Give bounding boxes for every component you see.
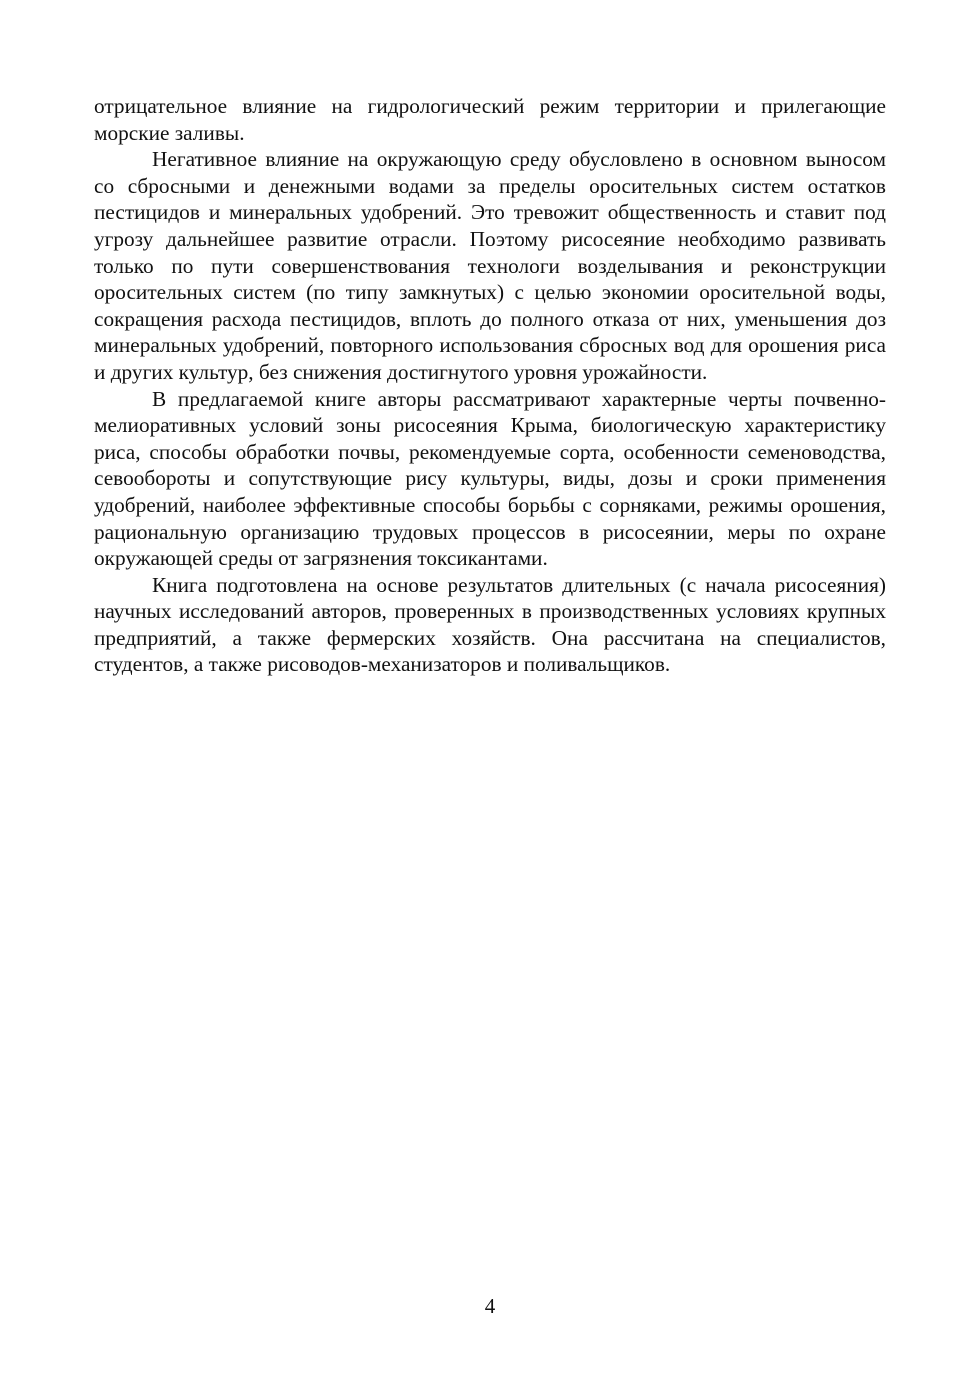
paragraph-book-contents: В предлагаемой книге авторы рассматривают характерные черты почвенно-мелиоративных условий зоны рисосеяния Крыма, биологическую характеристику риса, способы обработки почвы, рекомендуемые сорта, особенности семеноводства, севообороты и сопутствующие рису культуры, виды, дозы и сроки применения удобрений, наиболее эффективные способы борьбы с сорняками, режимы орошения, рациональную организацию трудовых процессов в рисосеянии, меры по охране окружающей среды от загрязнения токсикантами. — [94, 386, 886, 571]
body-text — [94, 93, 886, 678]
paragraph-continuation: отрицательное влияние на гидрологический режим территории и прилегающие морские заливы. — [94, 94, 886, 145]
page-number: 4 — [484, 1294, 496, 1318]
paragraph-environmental-impact: Негативное влияние на окружающую среду обусловлено в основном выносом со сбросными и денежными водами за пределы оросительных систем остатков пестицидов и минеральных удобрений. Это тревожит общественность и ставит под угрозу дальнейшее развитие отрасли. Поэтому рисосеяние необходимо развивать только по пути совершенствования технологи возделывания и реконструкции оросительных систем (по типу замкнутых) с целью экономии оросительной воды, сокращения расхода пестицидов, вплоть до полного отказа от них, уменьшения доз минеральных удобрений, повторного использования сбросных вод для орошения риса и других культур, без снижения достигнутого уровня урожайности. — [94, 147, 886, 384]
paragraph-book-audience: Книга подготовлена на основе результатов длительных (с начала рисосеяния) научных исследований авторов, проверенных в производственных условиях крупных предприятий, а также фермерских хозяйств. Она рассчитана на специалистов, студентов, а также рисоводов-механизаторов и поливальщиков. — [94, 572, 886, 677]
